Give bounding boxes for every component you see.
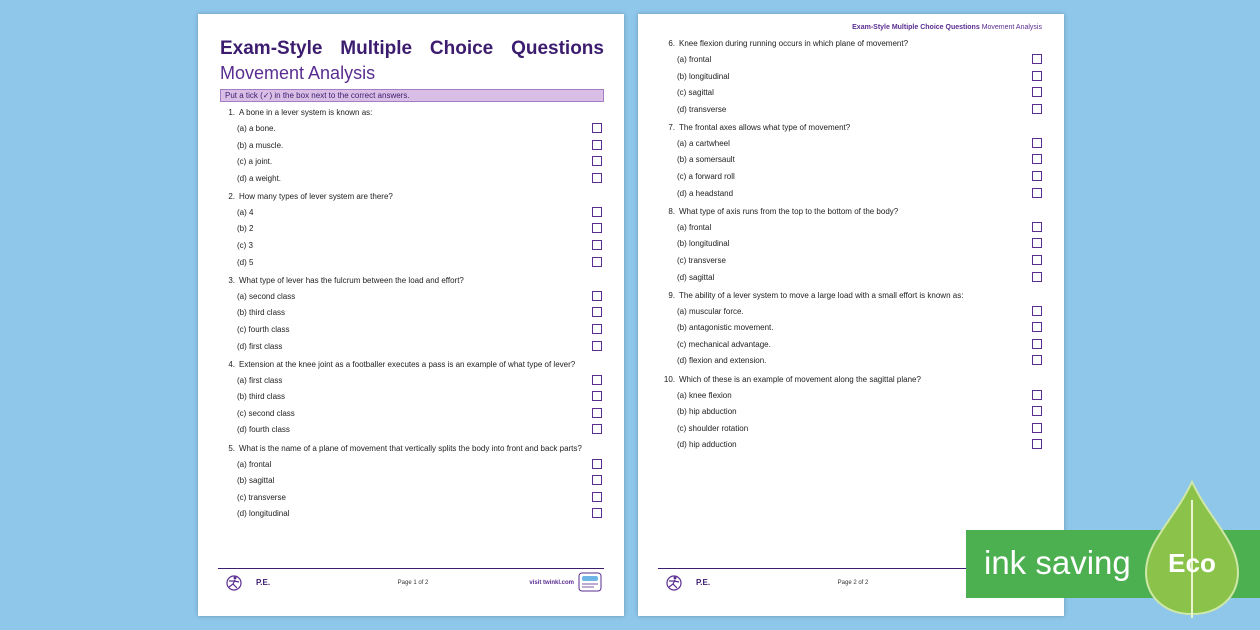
answer-option	[660, 172, 1044, 189]
answer-option	[660, 273, 1044, 290]
question-prompt: Knee flexion during running occurs in which plane of movement?	[679, 39, 909, 48]
title-word-2: Multiple	[340, 38, 413, 59]
answer-option	[660, 55, 1044, 72]
answer-checkbox[interactable]	[592, 207, 602, 217]
running-header	[852, 24, 1042, 31]
footer-page-number: Page 2 of 2	[837, 580, 869, 586]
question-text	[220, 360, 604, 376]
question-prompt: How many types of lever system are there?	[239, 191, 393, 201]
question-text	[220, 276, 604, 292]
question-text	[660, 39, 1044, 55]
question-prompt: What type of lever has the fulcrum between the load and effort?	[239, 275, 464, 285]
question-number: 7.	[668, 122, 675, 132]
question-text	[220, 444, 604, 460]
answer-option	[220, 174, 604, 191]
question-number: 8.	[668, 206, 675, 216]
answer-checkbox[interactable]	[1032, 355, 1042, 365]
eco-label: Eco	[1168, 548, 1216, 578]
question-block	[660, 375, 1044, 457]
answer-option-label: (d) longitudinal	[237, 509, 290, 519]
answer-option	[220, 224, 604, 241]
answer-checkbox[interactable]	[1032, 138, 1042, 148]
answer-option	[660, 139, 1044, 156]
answer-option	[220, 509, 604, 526]
answer-option	[220, 409, 604, 426]
answer-checkbox[interactable]	[1032, 406, 1042, 416]
eco-leaf-icon	[1140, 480, 1244, 620]
answer-option-label: (b) a somersault	[677, 155, 735, 165]
answer-checkbox[interactable]	[1032, 104, 1042, 114]
question-block	[660, 291, 1044, 373]
answer-option	[660, 391, 1044, 408]
answer-option	[220, 308, 604, 325]
answer-option-label: (a) 4	[237, 207, 254, 217]
answer-checkbox[interactable]	[1032, 71, 1042, 81]
answer-checkbox[interactable]	[592, 307, 602, 317]
question-number: 10.	[663, 374, 675, 384]
answer-option	[660, 88, 1044, 105]
instruction-bar: Put a tick (✓) in the box next to the correct answers.	[220, 89, 604, 102]
answer-option	[220, 392, 604, 409]
answer-option	[220, 241, 604, 258]
answer-option	[220, 258, 604, 275]
answer-option	[660, 407, 1044, 424]
answer-checkbox[interactable]	[1032, 339, 1042, 349]
answer-checkbox[interactable]	[592, 391, 602, 401]
answer-option	[220, 208, 604, 225]
answer-option-label: (c) 3	[237, 241, 253, 251]
question-prompt: What is the name of a plane of movement that vertically splits the body into front and back parts?	[239, 443, 582, 453]
answer-option-label: (a) frontal	[677, 222, 712, 232]
answer-option-label: (a) a cartwheel	[677, 138, 730, 148]
answer-checkbox[interactable]	[1032, 171, 1042, 181]
answer-option-label: (d) transverse	[677, 104, 727, 114]
answer-checkbox[interactable]	[1032, 423, 1042, 433]
answer-checkbox[interactable]	[1032, 322, 1042, 332]
answer-option	[220, 141, 604, 158]
answer-checkbox[interactable]	[1032, 188, 1042, 198]
question-prompt: Which of these is an example of movement along the sagittal plane?	[679, 374, 921, 384]
answer-option-label: (a) muscular force.	[677, 306, 744, 316]
question-block	[220, 108, 604, 190]
question-text	[220, 192, 604, 208]
answer-option-label: (a) frontal	[237, 459, 272, 469]
answer-option-label: (d) sagittal	[677, 272, 715, 282]
answer-checkbox[interactable]	[592, 508, 602, 518]
twinkl-badge-icon	[578, 572, 602, 592]
answer-option-label: (c) fourth class	[237, 324, 290, 334]
answer-checkbox[interactable]	[592, 324, 602, 334]
answer-option-label: (d) fourth class	[237, 425, 290, 435]
question-block	[660, 39, 1044, 121]
question-prompt: What type of axis runs from the top to the bottom of the body?	[679, 206, 899, 216]
ink-saving-label: ink saving	[984, 544, 1131, 581]
answer-option-label: (d) a headstand	[677, 188, 734, 198]
answer-option-label: (d) first class	[237, 341, 283, 351]
footer-page-number: Page 1 of 2	[397, 580, 429, 586]
answer-checkbox[interactable]	[592, 341, 602, 351]
answer-option-label: (d) a weight.	[237, 173, 282, 183]
answer-option-label: (b) third class	[237, 308, 286, 318]
answer-checkbox[interactable]	[1032, 87, 1042, 97]
question-number: 4.	[228, 359, 235, 369]
question-text	[220, 108, 604, 124]
title-word-4: Questions	[511, 38, 604, 59]
question-prompt: A bone in a lever system is known as:	[239, 108, 373, 117]
answer-option	[660, 356, 1044, 373]
answer-checkbox[interactable]	[1032, 154, 1042, 164]
answer-option-label: (c) second class	[237, 408, 295, 418]
footer-subject: P.E.	[256, 578, 271, 587]
answer-option	[660, 155, 1044, 172]
answer-option	[220, 376, 604, 393]
answer-checkbox[interactable]	[1032, 390, 1042, 400]
question-number: 1.	[228, 108, 235, 117]
pe-logo-icon	[660, 574, 688, 592]
answer-checkbox[interactable]	[1032, 255, 1042, 265]
answer-checkbox[interactable]	[1032, 238, 1042, 248]
pe-logo-icon	[220, 574, 248, 592]
answer-option-label: (b) 2	[237, 224, 254, 234]
title-word-1: Exam-Style	[220, 38, 323, 59]
question-block	[220, 192, 604, 274]
question-number: 3.	[228, 275, 235, 285]
question-number: 5.	[228, 443, 235, 453]
answer-option	[660, 323, 1044, 340]
running-header-title: Exam-Style Multiple Choice Questions	[852, 24, 980, 31]
answer-option-label: (b) longitudinal	[677, 71, 730, 81]
worksheet-page-1	[198, 14, 624, 616]
answer-checkbox[interactable]	[592, 223, 602, 233]
question-block	[220, 276, 604, 358]
answer-checkbox[interactable]	[592, 492, 602, 502]
answer-checkbox[interactable]	[592, 123, 602, 133]
answer-option	[220, 292, 604, 309]
answer-checkbox[interactable]	[592, 291, 602, 301]
answer-option-label: (a) first class	[237, 375, 283, 385]
answer-checkbox[interactable]	[592, 459, 602, 469]
answer-option	[660, 72, 1044, 89]
answer-checkbox[interactable]	[1032, 222, 1042, 232]
question-number: 6.	[668, 39, 675, 48]
answer-checkbox[interactable]	[592, 140, 602, 150]
question-block	[660, 123, 1044, 205]
running-header-subtitle: Movement Analysis	[981, 24, 1042, 31]
answer-option	[660, 340, 1044, 357]
answer-option	[660, 307, 1044, 324]
answer-option	[220, 342, 604, 359]
answer-option	[660, 105, 1044, 122]
answer-option-label: (c) a forward roll	[677, 172, 735, 182]
question-number: 9.	[668, 290, 675, 300]
answer-option	[660, 256, 1044, 273]
answer-option-label: (c) transverse	[237, 492, 286, 502]
question-text	[660, 291, 1044, 307]
answer-option-label: (c) a joint.	[237, 157, 273, 167]
question-block	[220, 444, 604, 526]
worksheet-page-2	[638, 14, 1064, 616]
question-prompt: Extension at the knee joint as a footballer executes a pass is an example of what type of lever?	[239, 359, 576, 369]
question-block	[660, 207, 1044, 289]
answer-option-label: (a) frontal	[677, 55, 712, 64]
answer-checkbox[interactable]	[592, 257, 602, 267]
answer-checkbox[interactable]	[1032, 272, 1042, 282]
answer-checkbox[interactable]	[592, 375, 602, 385]
answer-option-label: (a) second class	[237, 291, 296, 301]
answer-option	[660, 223, 1044, 240]
answer-checkbox[interactable]	[592, 156, 602, 166]
worksheet-title	[220, 38, 604, 60]
question-number: 2.	[228, 191, 235, 201]
answer-checkbox[interactable]	[592, 424, 602, 434]
title-word-3: Choice	[429, 38, 494, 59]
answer-option-label: (d) flexion and extension.	[677, 356, 767, 366]
worksheet-subtitle: Movement Analysis	[220, 63, 376, 83]
answer-option-label: (b) longitudinal	[677, 239, 730, 249]
answer-option-label: (d) 5	[237, 257, 254, 267]
answer-option-label: (d) hip adduction	[677, 440, 737, 450]
answer-option	[220, 425, 604, 442]
footer-subject: P.E.	[696, 578, 711, 587]
footer-url-link[interactable]: visit twinkl.com	[529, 580, 574, 586]
answer-option	[220, 460, 604, 477]
answer-option-label: (c) sagittal	[677, 88, 714, 98]
answer-option	[660, 424, 1044, 441]
answer-option-label: (b) sagittal	[237, 476, 275, 486]
answer-option-label: (b) hip abduction	[677, 407, 737, 417]
answer-checkbox[interactable]	[592, 240, 602, 250]
answer-option-label: (b) antagonistic movement.	[677, 323, 774, 333]
answer-checkbox[interactable]	[1032, 439, 1042, 449]
answer-option-label: (c) transverse	[677, 255, 726, 265]
question-block	[220, 360, 604, 442]
question-prompt: The frontal axes allows what type of movement?	[679, 122, 851, 132]
answer-checkbox[interactable]	[592, 475, 602, 485]
answer-option	[220, 325, 604, 342]
question-text	[660, 375, 1044, 391]
answer-checkbox[interactable]	[592, 173, 602, 183]
answer-option-label: (a) knee flexion	[677, 390, 732, 400]
answer-option	[220, 493, 604, 510]
question-text	[660, 123, 1044, 139]
answer-option	[660, 189, 1044, 206]
answer-option-label: (b) a muscle.	[237, 140, 284, 150]
answer-checkbox[interactable]	[1032, 306, 1042, 316]
answer-checkbox[interactable]	[1032, 54, 1042, 64]
answer-option-label: (c) shoulder rotation	[677, 423, 749, 433]
question-text	[660, 207, 1044, 223]
answer-option-label: (c) mechanical advantage.	[677, 339, 771, 349]
answer-option	[220, 124, 604, 141]
question-prompt: The ability of a lever system to move a large load with a small effort is known as:	[679, 290, 964, 300]
answer-option	[220, 476, 604, 493]
answer-option-label: (a) a bone.	[237, 124, 276, 133]
answer-option	[660, 239, 1044, 256]
answer-option-label: (b) third class	[237, 392, 286, 402]
answer-option	[660, 440, 1044, 457]
page-footer	[218, 568, 604, 598]
answer-option	[220, 157, 604, 174]
answer-checkbox[interactable]	[592, 408, 602, 418]
